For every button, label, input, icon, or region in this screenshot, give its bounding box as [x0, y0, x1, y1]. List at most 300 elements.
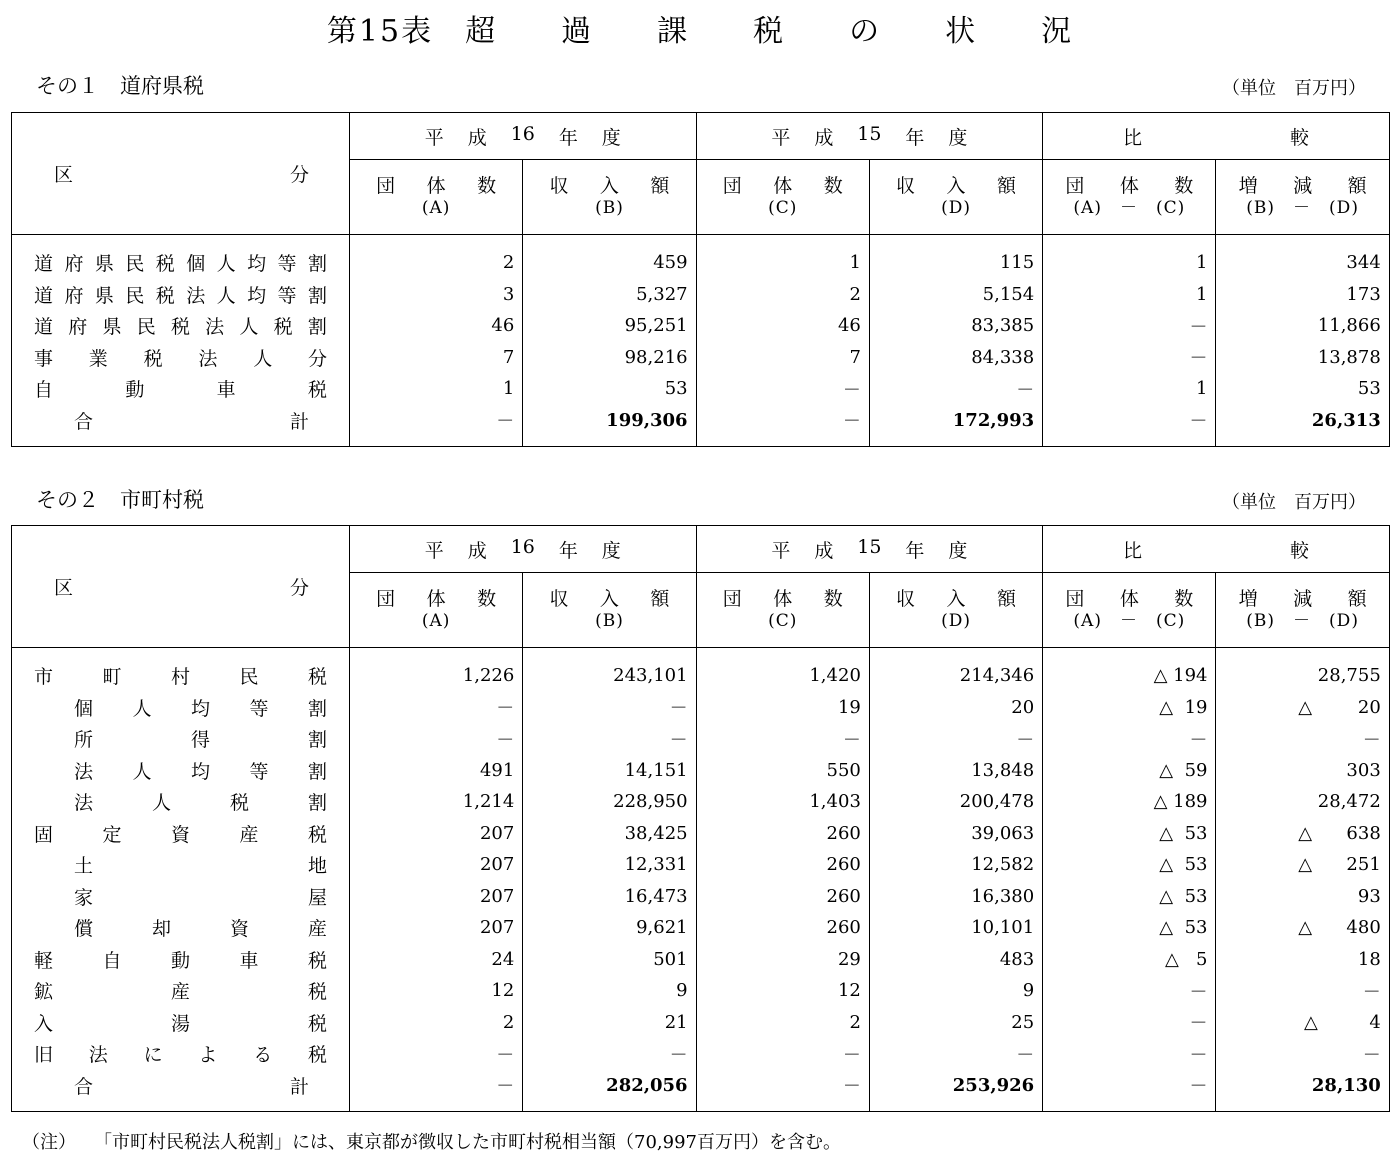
- cell-value: 13,878: [1216, 342, 1389, 374]
- row-label: [12, 373, 350, 405]
- cell-value: 1: [1043, 373, 1216, 405]
- cell-value: 26,313: [1216, 405, 1389, 447]
- municipal-tax-table: [11, 525, 1390, 1112]
- label-char: 体: [773, 175, 793, 197]
- label-char: 税: [307, 379, 327, 402]
- table-row: [12, 279, 1390, 311]
- label-char: 軽: [34, 949, 54, 972]
- table-row: [12, 723, 1390, 755]
- column-header: [523, 160, 696, 235]
- cell-value: 2: [696, 1007, 869, 1039]
- table-row: [12, 342, 1390, 374]
- cell-value: －: [350, 1070, 523, 1112]
- group-header: [350, 113, 697, 160]
- label-char: 税: [307, 981, 327, 1004]
- label-char: 合: [74, 1075, 94, 1098]
- row-label: [12, 975, 350, 1007]
- cell-value: －: [696, 1070, 869, 1112]
- label-char: 比: [1122, 539, 1142, 562]
- label-char: 収: [896, 588, 916, 610]
- cell-value: 25: [869, 1007, 1042, 1039]
- label-char: 平: [424, 539, 444, 562]
- column-header: [696, 573, 869, 648]
- cell-value: －: [1043, 723, 1216, 755]
- label-char: 税: [307, 666, 327, 689]
- label-char: 収: [549, 588, 569, 610]
- row-label: [12, 342, 350, 374]
- label-char: 税: [170, 316, 190, 339]
- cell-value: 344: [1216, 235, 1389, 279]
- label-char: 所: [74, 729, 94, 752]
- label-char: 道: [34, 253, 54, 276]
- cell-value: 1: [696, 235, 869, 279]
- column-code: (B) － (D): [1246, 198, 1359, 218]
- table-row: [12, 1038, 1390, 1070]
- label-char: 県: [94, 284, 114, 307]
- label-char: 税: [307, 823, 327, 846]
- label-char: 道: [34, 316, 54, 339]
- cell-value: －: [350, 1038, 523, 1070]
- label-char: 人: [216, 284, 236, 307]
- label-char: 体: [1119, 588, 1139, 610]
- cell-value: 207: [350, 849, 523, 881]
- table-row: [12, 944, 1390, 976]
- cell-value: △ 638: [1216, 818, 1389, 850]
- label-char: 増: [1238, 175, 1258, 197]
- label-char: 収: [896, 175, 916, 197]
- column-header: [696, 160, 869, 235]
- label-char: 合: [74, 410, 94, 433]
- cell-value: 5,154: [869, 279, 1042, 311]
- section-1-label: その１ 道府県税: [36, 74, 204, 98]
- label-char: 資: [170, 823, 190, 846]
- cell-value: △ 194: [1043, 648, 1216, 692]
- label-char: 入: [599, 175, 619, 197]
- cell-value: 253,926: [869, 1070, 1042, 1112]
- cell-value: 282,056: [523, 1070, 696, 1112]
- table-row: [12, 648, 1390, 692]
- total-row: [12, 405, 1390, 447]
- row-label: [12, 723, 350, 755]
- cell-value: 12: [350, 975, 523, 1007]
- cell-value: －: [1216, 723, 1389, 755]
- label-char: 分: [289, 577, 309, 599]
- cell-value: 12: [696, 975, 869, 1007]
- cell-value: 2: [696, 279, 869, 311]
- cell-value: △ 20: [1216, 692, 1389, 724]
- label-char: 自: [34, 379, 54, 402]
- label-char: 税: [307, 949, 327, 972]
- label-char: 車: [216, 379, 236, 402]
- row-label: [12, 944, 350, 976]
- table-row: [12, 912, 1390, 944]
- label-char: 15: [857, 122, 882, 145]
- row-label: [12, 881, 350, 913]
- label-char: 家: [74, 886, 94, 909]
- cell-value: 16,380: [869, 881, 1042, 913]
- label-char: 人: [132, 760, 152, 783]
- cell-value: 39,063: [869, 818, 1042, 850]
- row-label: [12, 818, 350, 850]
- cell-value: 199,306: [523, 405, 696, 447]
- row-label: [12, 405, 350, 447]
- label-char: 計: [289, 410, 309, 433]
- cell-value: 13,848: [869, 755, 1042, 787]
- label-char: 均: [190, 697, 210, 720]
- label-char: 度: [601, 539, 621, 562]
- cell-value: －: [696, 405, 869, 447]
- cell-value: △ 53: [1043, 849, 1216, 881]
- kubun-header: [12, 113, 350, 235]
- label-char: 度: [948, 126, 968, 149]
- cell-value: 459: [523, 235, 696, 279]
- cell-value: 303: [1216, 755, 1389, 787]
- label-char: 平: [424, 126, 444, 149]
- cell-value: 260: [696, 912, 869, 944]
- label-char: 法: [198, 347, 218, 370]
- cell-value: 46: [696, 310, 869, 342]
- column-header: [350, 160, 523, 235]
- label-char: 度: [601, 126, 621, 149]
- label-char: 産: [170, 981, 190, 1004]
- cell-value: △ 5: [1043, 944, 1216, 976]
- label-char: 較: [1289, 126, 1309, 149]
- table-row: [12, 692, 1390, 724]
- group-header: [1043, 113, 1390, 160]
- cell-value: 501: [523, 944, 696, 976]
- cell-value: 9: [523, 975, 696, 1007]
- row-label: [12, 648, 350, 692]
- cell-value: 173: [1216, 279, 1389, 311]
- column-code: (A) － (C): [1073, 198, 1186, 218]
- group-header: [1043, 526, 1390, 573]
- label-char: 定: [102, 823, 122, 846]
- label-char: 団: [722, 588, 742, 610]
- label-char: 税: [143, 347, 163, 370]
- cell-value: 1: [1043, 279, 1216, 311]
- column-code: (B) － (D): [1246, 611, 1359, 631]
- cell-value: △ 59: [1043, 755, 1216, 787]
- cell-value: －: [869, 1038, 1042, 1070]
- label-char: 割: [307, 760, 327, 783]
- cell-value: 2: [350, 1007, 523, 1039]
- column-code: (C): [768, 198, 798, 218]
- label-char: 民: [125, 253, 145, 276]
- group-header: [696, 113, 1043, 160]
- label-char: 割: [307, 253, 327, 276]
- cell-value: 9: [869, 975, 1042, 1007]
- label-char: 地: [307, 855, 327, 878]
- cell-value: －: [1043, 1007, 1216, 1039]
- cell-value: 172,993: [869, 405, 1042, 447]
- cell-value: 28,755: [1216, 648, 1389, 692]
- label-char: 入: [34, 1012, 54, 1035]
- label-char: 税: [229, 792, 249, 815]
- cell-value: 200,478: [869, 786, 1042, 818]
- label-char: 法: [186, 284, 206, 307]
- cell-value: －: [1043, 1038, 1216, 1070]
- cell-value: △ 53: [1043, 912, 1216, 944]
- total-row: [12, 1070, 1390, 1112]
- row-label: [12, 1038, 350, 1070]
- label-char: 16: [510, 122, 535, 145]
- column-code: (A): [421, 611, 451, 631]
- label-char: 分: [289, 164, 309, 186]
- label-char: 県: [102, 316, 122, 339]
- label-char: 民: [136, 316, 156, 339]
- label-char: 入: [946, 588, 966, 610]
- label-char: 鉱: [34, 981, 54, 1004]
- label-char: 平: [771, 539, 791, 562]
- row-label: [12, 235, 350, 279]
- label-char: 府: [64, 253, 84, 276]
- cell-value: －: [1216, 975, 1389, 1007]
- label-char: 額: [1347, 175, 1367, 197]
- cell-value: 3: [350, 279, 523, 311]
- label-char: 人: [132, 697, 152, 720]
- label-char: 人: [151, 792, 171, 815]
- label-char: 数: [823, 175, 843, 197]
- label-char: 入: [946, 175, 966, 197]
- cell-value: 11,866: [1216, 310, 1389, 342]
- label-char: 額: [997, 175, 1017, 197]
- group-header: [350, 526, 697, 573]
- label-char: 業: [88, 347, 108, 370]
- cell-value: 18: [1216, 944, 1389, 976]
- cell-value: 1: [350, 373, 523, 405]
- cell-value: 1: [1043, 235, 1216, 279]
- cell-value: 260: [696, 881, 869, 913]
- label-char: 団: [722, 175, 742, 197]
- cell-value: 1,420: [696, 648, 869, 692]
- cell-value: －: [350, 723, 523, 755]
- cell-value: 1,214: [350, 786, 523, 818]
- cell-value: 7: [350, 342, 523, 374]
- cell-value: 207: [350, 818, 523, 850]
- cell-value: －: [523, 723, 696, 755]
- column-code: (A) － (C): [1073, 611, 1186, 631]
- label-char: 成: [467, 539, 487, 562]
- label-char: る: [253, 1044, 273, 1067]
- label-char: 税: [307, 1044, 327, 1067]
- cell-value: 19: [696, 692, 869, 724]
- label-char: 減: [1293, 588, 1313, 610]
- label-char: 成: [814, 126, 834, 149]
- label-char: 均: [190, 760, 210, 783]
- row-label: [12, 692, 350, 724]
- label-char: 得: [190, 729, 210, 752]
- row-label: [12, 786, 350, 818]
- section-2-label: その２ 市町村税: [36, 488, 204, 512]
- label-char: 分: [307, 347, 327, 370]
- label-char: 産: [307, 918, 327, 941]
- label-char: 数: [477, 175, 497, 197]
- label-char: 数: [477, 588, 497, 610]
- cell-value: 1,226: [350, 648, 523, 692]
- cell-value: 84,338: [869, 342, 1042, 374]
- table-row: [12, 755, 1390, 787]
- cell-value: 550: [696, 755, 869, 787]
- label-char: 体: [1119, 175, 1139, 197]
- label-char: 額: [650, 588, 670, 610]
- cell-value: －: [1216, 1038, 1389, 1070]
- label-char: 町: [102, 666, 122, 689]
- cell-value: 10,101: [869, 912, 1042, 944]
- label-char: 法: [88, 1044, 108, 1067]
- footnote: （注） 「市町村民税法人税割」には、東京都が徴収した市町村税相当額（70,997百万円）を含む。: [22, 1132, 841, 1153]
- label-char: 額: [650, 175, 670, 197]
- label-char: 比: [1122, 126, 1142, 149]
- cell-value: －: [869, 373, 1042, 405]
- label-char: 年: [558, 126, 578, 149]
- label-char: 区: [54, 577, 74, 599]
- cell-value: 28,130: [1216, 1070, 1389, 1112]
- label-char: 収: [549, 175, 569, 197]
- kubun-header: [12, 526, 350, 648]
- cell-value: －: [523, 692, 696, 724]
- table-row: [12, 975, 1390, 1007]
- label-char: 等: [277, 253, 297, 276]
- cell-value: 20: [869, 692, 1042, 724]
- label-char: 団: [376, 588, 396, 610]
- label-char: 人: [253, 347, 273, 370]
- cell-value: 9,621: [523, 912, 696, 944]
- label-char: よ: [198, 1044, 218, 1067]
- label-char: 15: [857, 535, 882, 558]
- cell-value: 491: [350, 755, 523, 787]
- label-char: 事: [34, 347, 54, 370]
- cell-value: －: [350, 405, 523, 447]
- cell-value: 243,101: [523, 648, 696, 692]
- label-char: 人: [216, 253, 236, 276]
- label-char: 税: [155, 284, 175, 307]
- column-header: [350, 573, 523, 648]
- row-label: [12, 755, 350, 787]
- cell-value: －: [350, 692, 523, 724]
- row-label: [12, 849, 350, 881]
- cell-value: 28,472: [1216, 786, 1389, 818]
- cell-value: 24: [350, 944, 523, 976]
- column-code: (D): [941, 198, 971, 218]
- column-header: [523, 573, 696, 648]
- cell-value: 38,425: [523, 818, 696, 850]
- label-char: 割: [307, 316, 327, 339]
- label-char: 個: [74, 697, 94, 720]
- cell-value: 1,403: [696, 786, 869, 818]
- cell-value: 93: [1216, 881, 1389, 913]
- table-row: [12, 310, 1390, 342]
- group-header: [696, 526, 1043, 573]
- cell-value: 98,216: [523, 342, 696, 374]
- row-label: [12, 279, 350, 311]
- label-char: 割: [307, 697, 327, 720]
- table-row: [12, 235, 1390, 279]
- column-code: (B): [595, 198, 624, 218]
- cell-value: 115: [869, 235, 1042, 279]
- label-char: 数: [1174, 588, 1194, 610]
- label-char: 動: [125, 379, 145, 402]
- label-char: 法: [205, 316, 225, 339]
- cell-value: 12,331: [523, 849, 696, 881]
- column-code: (A): [421, 198, 451, 218]
- cell-value: 228,950: [523, 786, 696, 818]
- label-char: 道: [34, 284, 54, 307]
- cell-value: 53: [523, 373, 696, 405]
- column-header: [1043, 573, 1216, 648]
- cell-value: －: [1043, 975, 1216, 1007]
- cell-value: －: [1043, 310, 1216, 342]
- cell-value: △ 4: [1216, 1007, 1389, 1039]
- label-char: 年: [558, 539, 578, 562]
- label-char: 計: [289, 1075, 309, 1098]
- label-char: 均: [247, 284, 267, 307]
- column-header: [1216, 573, 1389, 648]
- column-header: [1043, 160, 1216, 235]
- label-char: 府: [64, 284, 84, 307]
- row-label: [12, 1007, 350, 1039]
- cell-value: 260: [696, 849, 869, 881]
- label-char: 等: [249, 697, 269, 720]
- label-char: 土: [74, 855, 94, 878]
- cell-value: 2: [350, 235, 523, 279]
- label-char: 数: [823, 588, 843, 610]
- cell-value: 29: [696, 944, 869, 976]
- table-row: [12, 881, 1390, 913]
- cell-value: 207: [350, 912, 523, 944]
- label-char: 度: [948, 539, 968, 562]
- column-header: [869, 573, 1042, 648]
- row-label: [12, 912, 350, 944]
- label-char: に: [143, 1044, 163, 1067]
- label-char: 入: [599, 588, 619, 610]
- label-char: 市: [34, 666, 54, 689]
- label-char: 数: [1174, 175, 1194, 197]
- table-row: [12, 373, 1390, 405]
- table-row: [12, 849, 1390, 881]
- label-char: 割: [307, 729, 327, 752]
- label-char: 体: [773, 588, 793, 610]
- label-char: 税: [273, 316, 293, 339]
- label-char: 較: [1289, 539, 1309, 562]
- table-row: [12, 786, 1390, 818]
- cell-value: 46: [350, 310, 523, 342]
- column-code: (C): [768, 611, 798, 631]
- label-char: 動: [170, 949, 190, 972]
- label-char: 等: [249, 760, 269, 783]
- cell-value: △ 189: [1043, 786, 1216, 818]
- cell-value: △ 53: [1043, 881, 1216, 913]
- label-char: 資: [229, 918, 249, 941]
- label-char: 団: [1065, 588, 1085, 610]
- label-char: 村: [170, 666, 190, 689]
- cell-value: 14,151: [523, 755, 696, 787]
- cell-value: △ 53: [1043, 818, 1216, 850]
- cell-value: 83,385: [869, 310, 1042, 342]
- label-char: 法: [74, 792, 94, 815]
- label-char: 増: [1238, 588, 1258, 610]
- row-label: [12, 310, 350, 342]
- label-char: 割: [307, 284, 327, 307]
- cell-value: 5,327: [523, 279, 696, 311]
- label-char: 額: [1347, 588, 1367, 610]
- prefectural-tax-table: [11, 112, 1390, 447]
- label-char: 団: [376, 175, 396, 197]
- section-1-unit: （単位 百万円）: [1222, 78, 1366, 99]
- cell-value: 21: [523, 1007, 696, 1039]
- label-char: 体: [426, 588, 446, 610]
- cell-value: 16,473: [523, 881, 696, 913]
- label-char: 均: [247, 253, 267, 276]
